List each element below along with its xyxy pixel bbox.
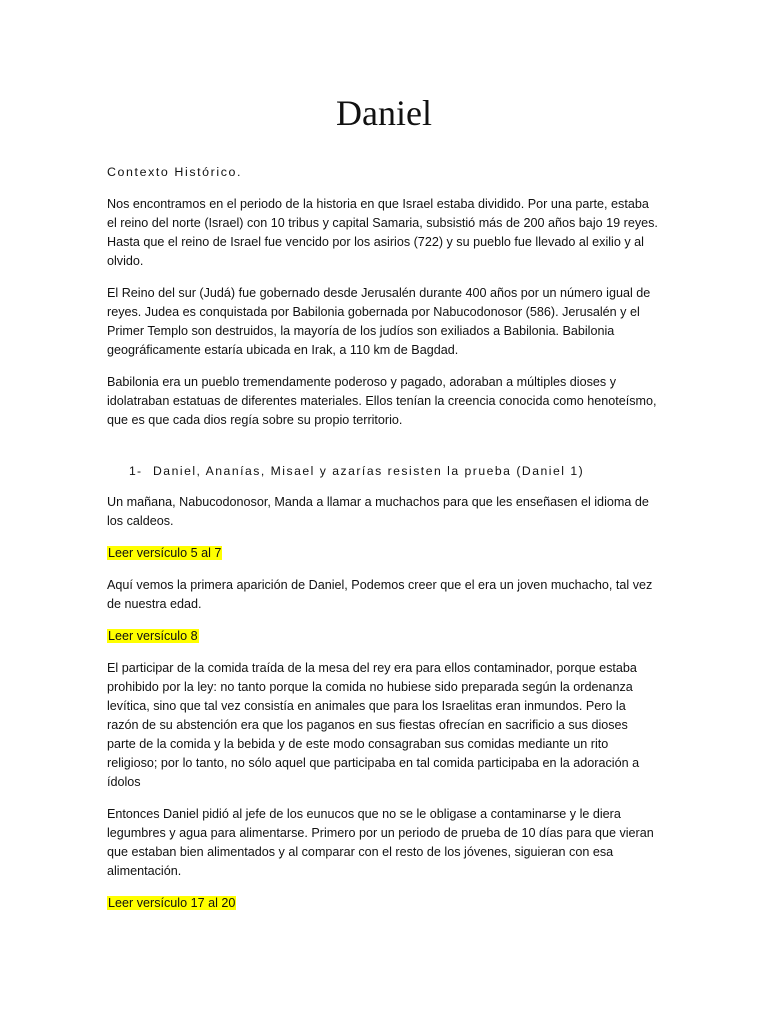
list-item-heading (107, 462, 660, 481)
section-heading: Contexto Histórico. (107, 165, 243, 179)
paragraph-comida: El participar de la comida traída de la mesa del rey era para ellos contaminador, porque estaba prohibido por la ley: no tanto porque la comida no hubiese sido preparada según la ordenanza levítica, sino que tal vez consistía en animales que para los Israelitas eran inmundos. Pero la razón de su abstención era que los paganos en sus fiestas ofrecían en sacrificio a sus dioses parte de la comida y la bebida y de este modo consagraban sus comidas mediante un rito religioso; por lo tanto, no sólo aquel que participaba en tal comida participaba en la adoración a ídolos (107, 661, 640, 789)
paragraph-reino-norte: Nos encontramos en el periodo de la historia en que Israel estaba dividido. Por una parte, estaba el reino del norte (Israel) con 10 tribus y capital Samaria, subsistió más de 200 años bajo 19 reyes. Hasta que el reino de Israel fue vencido por los asirios (722) y su pueblo fue llevado al exilio y al olvido. (107, 197, 658, 268)
highlighted-text: Leer versículo 5 al 7 (108, 546, 222, 560)
paragraph-reino-sur: El Reino del sur (Judá) fue gobernado desde Jerusalén durante 400 años por un número igual de reyes. Judea es conquistada por Babilonia gobernada por Nabucodonosor (586). Jerusalén y el Primer Templo son destruidos, la mayoría de los judíos son exiliados a Babilonia. Babilonia geográficamente estaría ubicada en Irak, a 110 km de Bagdad. (107, 286, 651, 357)
list-item-title: Daniel, Ananías, Misael y azarías resisten la prueba (Daniel 1) (153, 464, 585, 478)
paragraph-aparicion: Aquí vemos la primera aparición de Daniel, Podemos creer que el era un joven muchacho, tal vez de nuestra edad. (107, 578, 653, 611)
list-item-number: 1- (129, 464, 143, 478)
spacer (107, 443, 660, 462)
paragraph-eunucos: Entonces Daniel pidió al jefe de los eunucos que no se le obligase a contaminarse y le diera legumbres y agua para alimentarse. Primero por un periodo de prueba de 10 días para que vieran que estaban bien alimentados y al comparar con el resto de los jóvenes, siguieran con esa alimentación. (107, 807, 654, 878)
highlighted-text: Leer versículo 8 (108, 629, 198, 643)
document-body (107, 163, 660, 926)
document-title: Daniel (336, 93, 432, 133)
paragraph-babilonia: Babilonia era un pueblo tremendamente poderoso y pagado, adoraban a múltiples dioses y idolatraban estatuas de diferentes materiales. Ellos tenían la creencia conocida como henoteísmo, que es que cada dios regía sobre su propio territorio. (107, 375, 657, 427)
highlight-line-3 (107, 894, 660, 913)
highlight-line-2 (107, 627, 660, 646)
highlighted-text: Leer versículo 17 al 20 (108, 896, 236, 910)
highlight-line-1 (107, 544, 660, 563)
paragraph-nabucodonosor: Un mañana, Nabucodonosor, Manda a llamar a muchachos para que les enseñasen el idioma de los caldeos. (107, 495, 649, 528)
